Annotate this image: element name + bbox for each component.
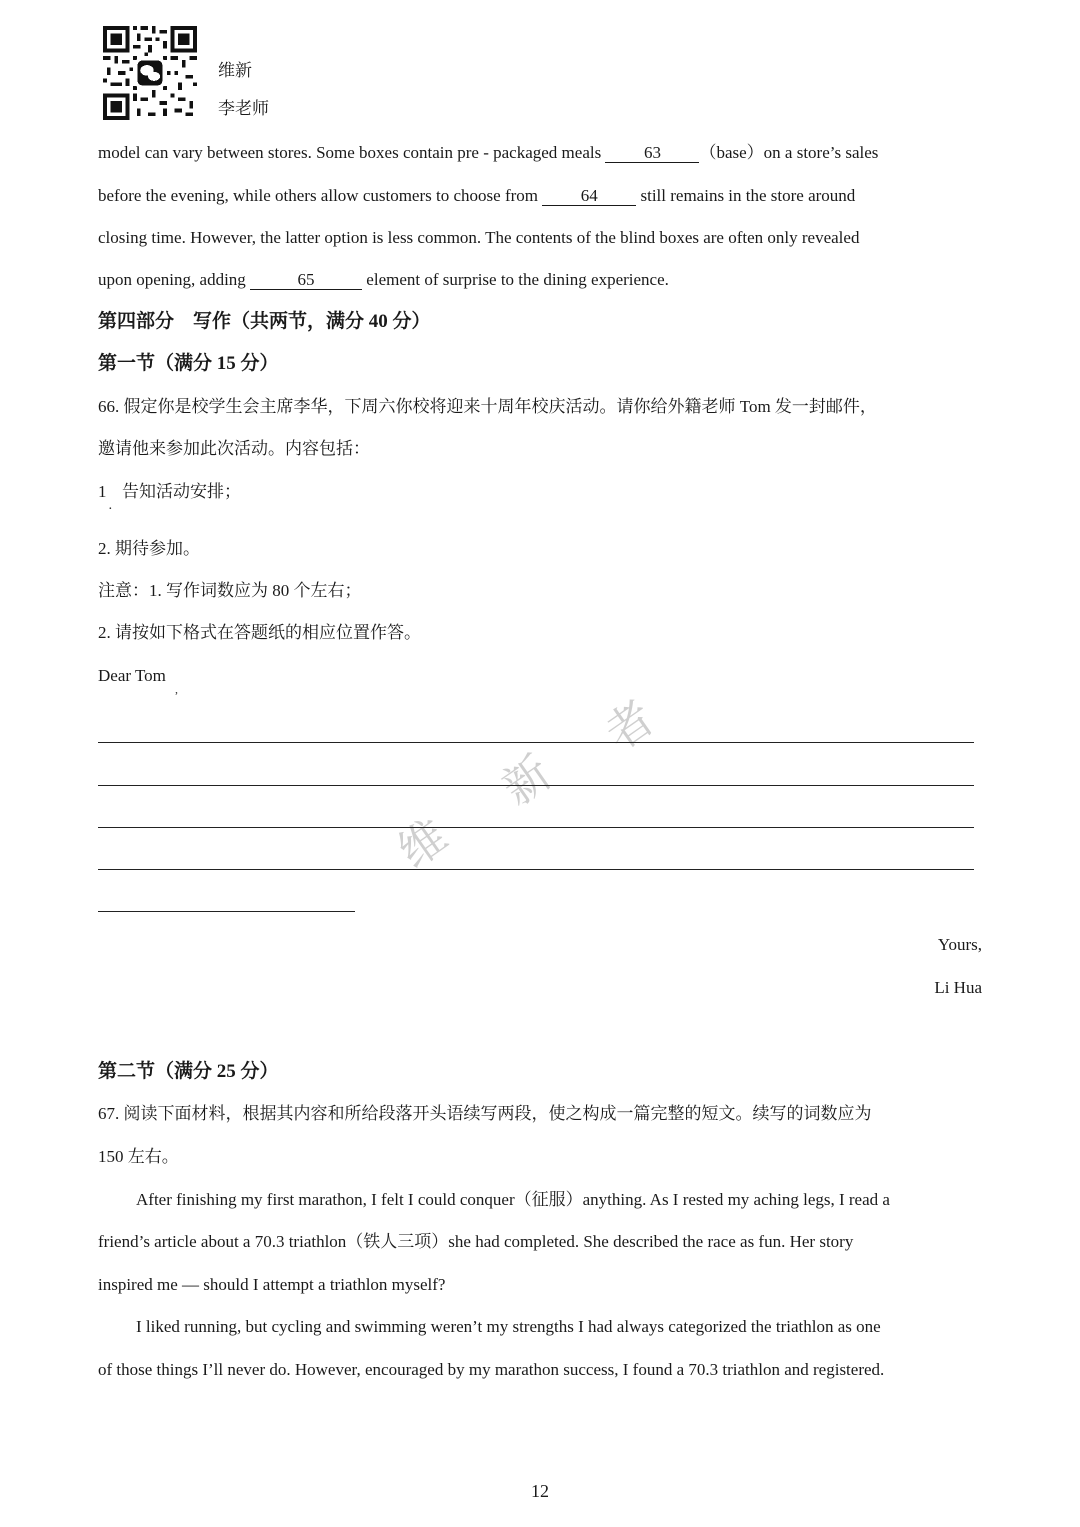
passage-line-4 <box>98 269 669 291</box>
writing-line[interactable] <box>98 827 974 828</box>
q66-prompt-line-1: 66. 假定你是校学生会主席李华，下周六你校将迎来十周年校庆活动。请你给外籍老师 Tom 发一封邮件， <box>98 397 877 416</box>
q66-item-1-number: 1 <box>98 482 107 501</box>
qr-code-icon <box>103 26 197 120</box>
passage-line-2 <box>98 185 855 207</box>
section2-title: 第二节（满分 25 分） <box>98 1061 279 1082</box>
note-line-2: 2. 请按如下格式在答题纸的相应位置作答。 <box>98 623 421 642</box>
watermark-char-2: 新 <box>492 745 562 816</box>
passage-text: before the evening, while others allow customers to choose from <box>98 186 543 205</box>
writing-line[interactable] <box>98 742 974 743</box>
q66-item-1-dot: · <box>108 502 113 517</box>
section1-title: 第一节（满分 15 分） <box>98 353 279 374</box>
brand-name: 维新 <box>218 61 252 81</box>
part4-title: 第四部分 写作（共两节，满分 40 分） <box>98 311 431 332</box>
brand-teacher: 李老师 <box>218 99 269 119</box>
story-p1-line-3: inspired me — should I attempt a triathlon myself? <box>98 1275 446 1294</box>
q66-prompt-line-2: 邀请他来参加此次活动。内容包括： <box>98 439 370 458</box>
blank-64[interactable]: 64 <box>542 187 636 206</box>
watermark-char-1: 维 <box>388 808 458 879</box>
passage-text: （base）on a store’s sales <box>699 143 879 162</box>
story-p2-line-1: I liked running, but cycling and swimming weren’t my strengths I had always categorized the triathlon as one <box>136 1317 881 1336</box>
note-line-1: 注意：1. 写作词数应为 80 个左右； <box>98 581 362 600</box>
story-p1-line-2: friend’s article about a 70.3 triathlon（铁人三项）she had completed. She described the race as fun. Her story <box>98 1232 854 1251</box>
letter-salutation: Dear Tom <box>98 666 166 685</box>
letter-signature: Li Hua <box>934 978 982 997</box>
writing-line-short[interactable] <box>98 911 355 912</box>
passage-line-3: closing time. However, the latter option is less common. The contents of the blind boxes are often only revealed <box>98 228 860 247</box>
page-number: 12 <box>531 1481 549 1501</box>
q67-prompt-line-1: 67. 阅读下面材料，根据其内容和所给段落开头语续写两段，使之构成一篇完整的短文。续写的词数应为 <box>98 1104 872 1123</box>
writing-line[interactable] <box>98 785 974 786</box>
passage-text: model can vary between stores. Some boxes contain pre - packaged meals <box>98 143 606 162</box>
writing-line[interactable] <box>98 869 974 870</box>
story-p1-line-1: After finishing my first marathon, I felt I could conquer（征服）anything. As I rested my aching legs, I read a <box>136 1190 890 1209</box>
passage-text: upon opening, adding <box>98 270 251 289</box>
q67-prompt-line-2: 150 左右。 <box>98 1147 179 1166</box>
passage-text: element of surprise to the dining experience. <box>362 270 669 289</box>
blank-63[interactable]: 63 <box>605 144 699 163</box>
q66-item-2: 2. 期待参加。 <box>98 539 200 558</box>
story-p2-line-2: of those things I’ll never do. However, encouraged by my marathon success, I found a 70.3 triathlon and registered. <box>98 1360 885 1379</box>
watermark-char-3: 者 <box>595 690 665 761</box>
letter-closing: Yours, <box>937 935 982 954</box>
q66-item-1-text: 告知活动安排； <box>122 482 241 501</box>
passage-text: still remains in the store around <box>636 186 856 205</box>
passage-line-1 <box>98 142 878 164</box>
blank-65[interactable]: 65 <box>250 271 362 290</box>
salutation-comma: , <box>175 682 178 696</box>
